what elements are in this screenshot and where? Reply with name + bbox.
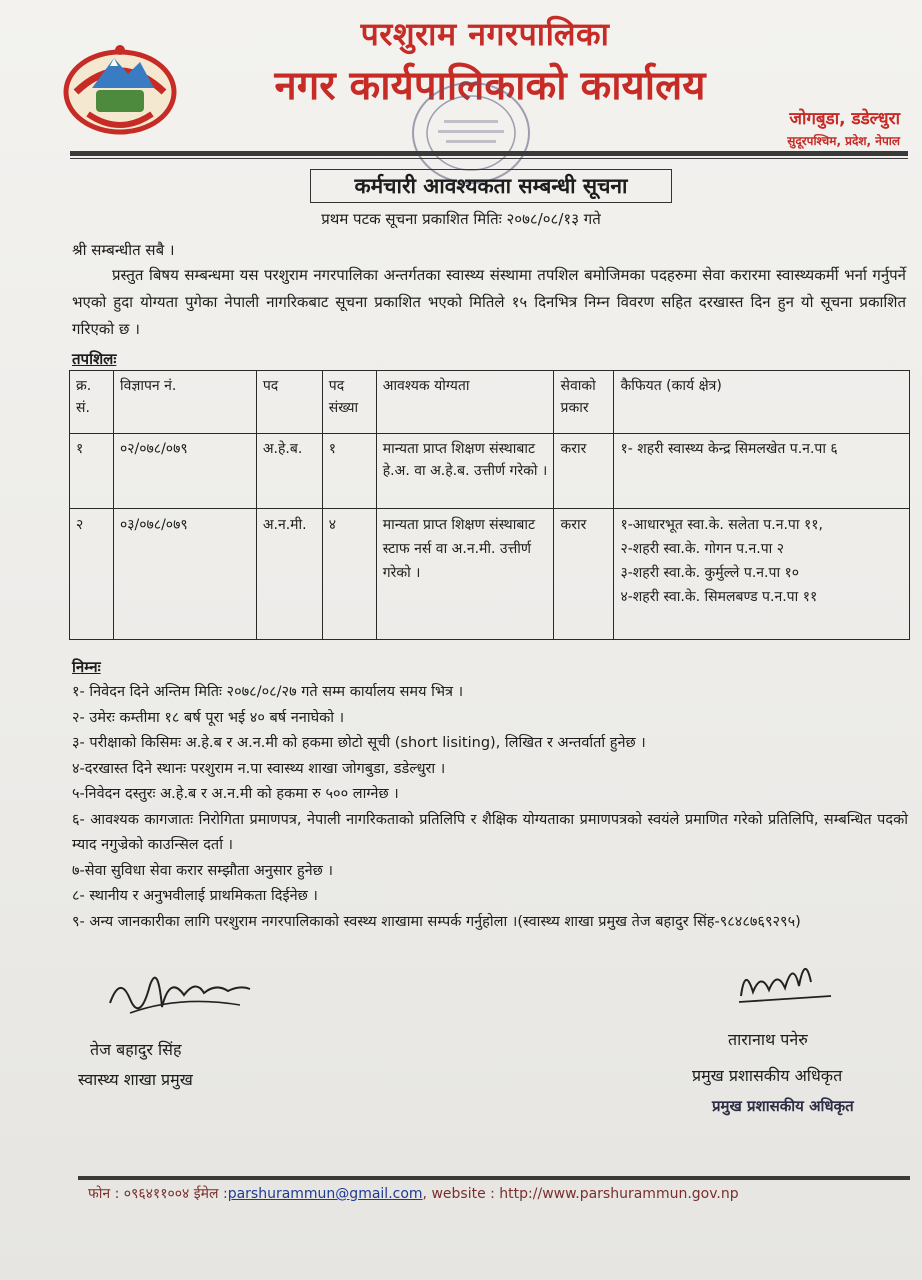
- condition-item: १- निवेदन दिने अन्तिम मितिः २०७८/०८/२७ गते सम्म कार्यालय समय भित्र ।: [72, 684, 464, 700]
- header-divider: [70, 151, 908, 156]
- org-name-line2: नगर कार्यपालिकाको कार्यालय: [274, 63, 706, 109]
- table-row: [70, 509, 910, 640]
- col-header-sn: क्र. सं.: [70, 371, 114, 434]
- remark-line: ४-शहरी स्वा.के. सिमलबण्ड प.न.पा ११: [620, 589, 818, 605]
- footer-phone: फोन : ०९६४११००४ ईमेल :: [88, 1186, 228, 1202]
- intro-paragraph: प्रस्तुत बिषय सम्बन्धमा यस परशुराम नगरपालिका अन्तर्गतका स्वास्थ्य संस्थामा तपशिल बमोजिमका पदहरुमा सेवा करारमा स्वास्थ्यकर्मी भर्ना गर्नुपर्ने भएको हुदा योग्यता पुगेका नेपाली नागरिकबाट सूचना प्रकाशित भएको मितिले १५ दिनभित्र निम्न विवरण सहित दरखास्त दिन हुन यो सूचना प्रकाशित गरिएको छ ।: [72, 266, 906, 338]
- table-row: [70, 434, 910, 509]
- cell-post: अ.हे.ब.: [256, 434, 322, 509]
- cell-qualification: मान्यता प्राप्त शिक्षण संस्थाबाट स्टाफ नर्स वा अ.न.मी. उत्तीर्ण गरेको ।: [376, 509, 554, 640]
- col-header-qualification: आवश्यक योग्यता: [376, 371, 554, 434]
- right-signatory-role: प्रमुख प्रशासकीय अधिकृत: [692, 1066, 843, 1085]
- table-heading: तपशिलः: [72, 350, 117, 368]
- nepal-emblem-icon: [62, 40, 178, 136]
- col-header-post: पद: [256, 371, 322, 434]
- cell-sn: १: [70, 434, 114, 509]
- cell-count: ४: [322, 509, 376, 640]
- right-signatory-name: तारानाथ पनेरु: [728, 1030, 808, 1049]
- cell-adv-no: ०३/०७८/०७९: [113, 509, 256, 640]
- left-signatory-role: स्वास्थ्य शाखा प्रमुख: [78, 1070, 193, 1089]
- location-line1: जोगबुडा, डडेल्धुरा: [789, 109, 900, 129]
- footer-divider: [78, 1176, 910, 1180]
- cell-remarks: [614, 509, 910, 640]
- remark-line: ३-शहरी स्वा.के. कुर्मुल्ले प.न.पा १०: [620, 565, 800, 581]
- condition-item: ९- अन्य जानकारीका लागि परशुराम नगरपालिकाको स्वस्थ्य शाखामा सम्पर्क गर्नुहोला ।(स्वास्थ्य शाखा प्रमुख तेज बहादुर सिंह-९८४८७६९२९५): [72, 913, 801, 930]
- conditions-heading: निम्नः: [72, 658, 101, 676]
- right-signature-icon: [735, 952, 835, 1012]
- col-header-remarks: कैफियत (कार्य क्षेत्र): [614, 371, 910, 434]
- condition-item: २- उमेरः कम्तीमा १८ बर्ष पूरा भई ४० बर्ष ननाघेको ।: [72, 709, 345, 726]
- left-signature-icon: [100, 955, 260, 1025]
- condition-item: ४-दरखास्त दिने स्थानः परशुराम न.पा स्वास्थ्य शाखा जोगबुडा, डडेल्धुरा ।: [72, 760, 446, 777]
- cell-adv-no: ०२/०७८/०७९: [113, 434, 256, 509]
- cell-count: १: [322, 434, 376, 509]
- salutation: श्री सम्बन्धीत सबै ।: [72, 241, 175, 259]
- notice-title: कर्मचारी आवश्यकता सम्बन्धी सूचना: [310, 169, 672, 203]
- publication-date: प्रथम पटक सूचना प्रकाशित मितिः २०७८/०८/१३ गते: [321, 210, 601, 228]
- remark-line: १- शहरी स्वास्थ्य केन्द्र सिमलखेत प.न.पा ६: [620, 441, 838, 457]
- condition-item: ८- स्थानीय र अनुभवीलाई प्राथमिकता दिईनेछ ।: [72, 888, 318, 904]
- location-line2: सुदूरपश्चिम, प्रदेश, नेपाल: [787, 134, 900, 148]
- col-header-adv-no: विज्ञापन नं.: [113, 371, 256, 434]
- condition-item: ५-निवेदन दस्तुरः अ.हे.ब र अ.न.मी को हकमा रु ५०० लाग्नेछ ।: [72, 786, 399, 802]
- designation-stamp: प्रमुख प्रशासकीय अधिकृत: [712, 1097, 854, 1115]
- remark-line: १-आधारभूत स्वा.के. सलेता प.न.पा ११,: [620, 517, 823, 533]
- condition-item: ६- आवश्यक कागजातः निरोगिता प्रमाणपत्र, नेपाली नागरिकताको प्रतिलिपि र शैक्षिक योग्यताका प्रमाणपत्रको स्वयंले प्रमाणित गरेको प्रतिलिपि, सम्बन्धित पदको म्याद नगुज्रेको काउन्सिल दर्ता ।: [72, 811, 908, 853]
- cell-sn: २: [70, 509, 114, 640]
- conditions-list: [72, 680, 908, 935]
- table-header-row: [70, 371, 910, 434]
- cell-post: अ.न.मी.: [256, 509, 322, 640]
- col-header-service-type: सेवाको प्रकार: [554, 371, 614, 434]
- cell-qualification: मान्यता प्राप्त शिक्षण संस्थाबाट हे.अ. वा अ.हे.ब. उत्तीर्ण गरेको ।: [376, 434, 554, 509]
- footer-website[interactable]: , website : http://www.parshurammun.gov.np: [422, 1186, 739, 1202]
- header-divider-thin: [70, 158, 908, 159]
- cell-remarks: [614, 434, 910, 509]
- footer-email-link[interactable]: parshurammun@gmail.com: [227, 1186, 423, 1202]
- footer-contact: [88, 1184, 908, 1203]
- cell-service-type: करार: [554, 509, 614, 640]
- col-header-count: पद संख्या: [322, 371, 376, 434]
- condition-item: ३- परीक्षाको किसिमः अ.हे.ब र अ.न.मी को हकमा छोटो सूची (short lisiting), लिखित र अन्तर्वार्ता हुनेछ ।: [72, 735, 646, 751]
- remark-line: २-शहरी स्वा.के. गोगन प.न.पा २: [620, 541, 785, 557]
- vacancy-table: [69, 370, 910, 640]
- org-name-line1: परशुराम नगरपालिका: [360, 15, 610, 53]
- condition-item: ७-सेवा सुविधा सेवा करार सम्झौता अनुसार हुनेछ ।: [72, 862, 333, 879]
- cell-service-type: करार: [554, 434, 614, 509]
- left-signatory-name: तेज बहादुर सिंह: [90, 1040, 182, 1059]
